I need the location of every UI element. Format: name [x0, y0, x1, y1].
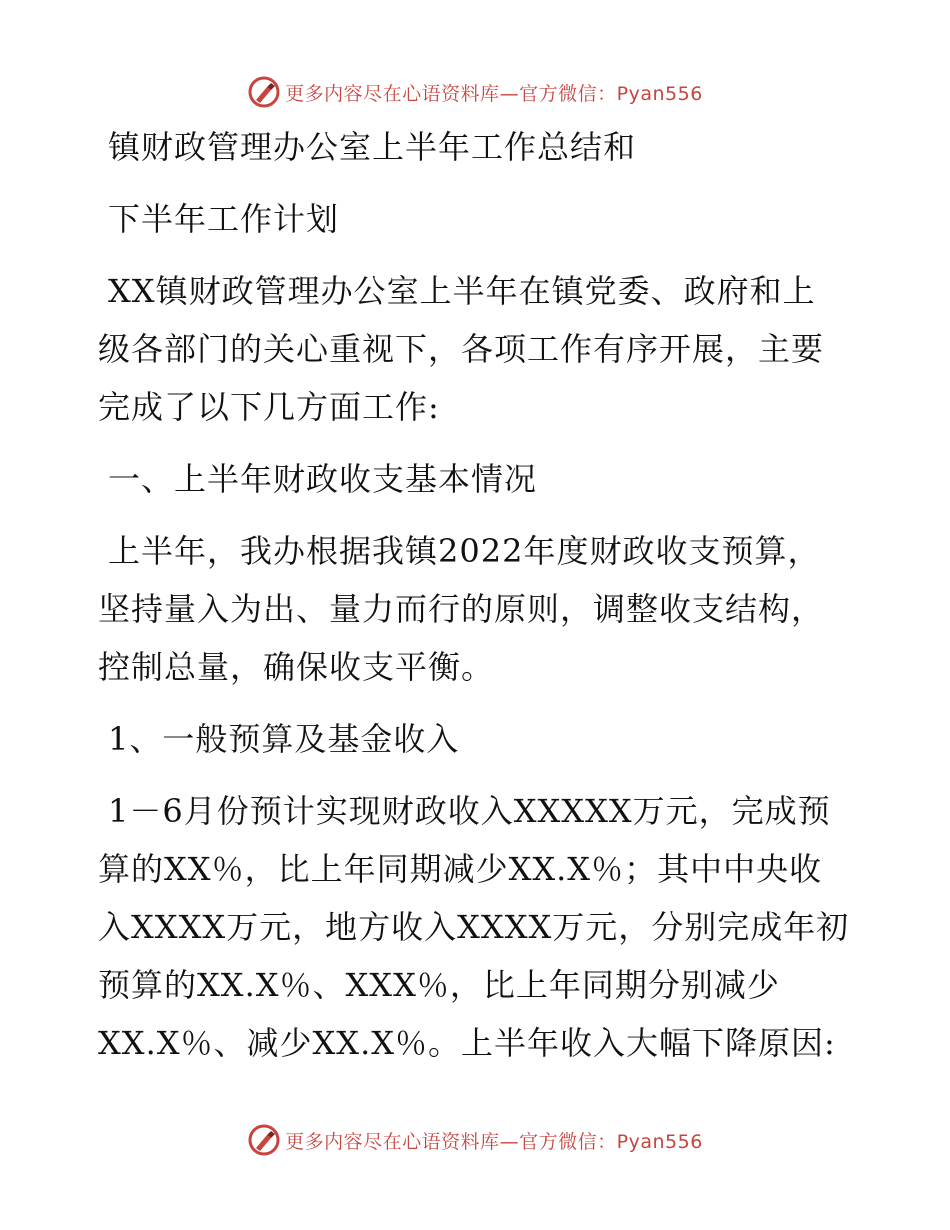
pen-circle-icon	[247, 1123, 281, 1157]
section1-heading: 一、上半年财政收支基本情况	[108, 460, 538, 498]
document-body	[98, 118, 858, 1072]
document-title-line-1: 镇财政管理办公室上半年工作总结和	[108, 128, 637, 166]
intro-line-1: XX镇财政管理办公室上半年在镇党委、政府和上	[108, 272, 816, 310]
sub1-line-5: XX.X％、减少XX.X％。上半年收入大幅下降原因:	[98, 1024, 836, 1062]
watermark-text: 更多内容尽在心语资料库—官方微信：Pyan556	[285, 82, 703, 105]
sub1-heading: 1、一般预算及基金收入	[108, 720, 460, 758]
intro-line-2: 级各部门的关心重视下，各项工作有序开展，主要	[98, 330, 825, 368]
section1-line-3: 控制总量，确保收支平衡。	[98, 648, 495, 686]
section1-line-2: 坚持量入为出、量力而行的原则，调整收支结构，	[98, 590, 825, 628]
pen-circle-icon	[247, 75, 281, 109]
intro-line-3: 完成了以下几方面工作:	[98, 388, 440, 426]
document-title-line-2: 下半年工作计划	[108, 200, 340, 238]
sub1-line-2: 算的XX％，比上年同期减少XX.X％；其中中央收	[98, 850, 823, 888]
footer-watermark	[0, 1120, 950, 1160]
header-watermark	[0, 72, 950, 112]
sub1-line-4: 预算的XX.X％、XXX％，比上年同期分别减少	[98, 966, 780, 1004]
section1-line-1: 上半年，我办根据我镇2022年度财政收支预算，	[108, 532, 821, 570]
sub1-line-3: 入XXXX万元，地方收入XXXX万元，分别完成年初	[98, 908, 850, 946]
watermark-text: 更多内容尽在心语资料库—官方微信：Pyan556	[285, 1130, 703, 1153]
sub1-line-1: 1－6月份预计实现财政收入XXXXX万元，完成预	[108, 792, 831, 830]
